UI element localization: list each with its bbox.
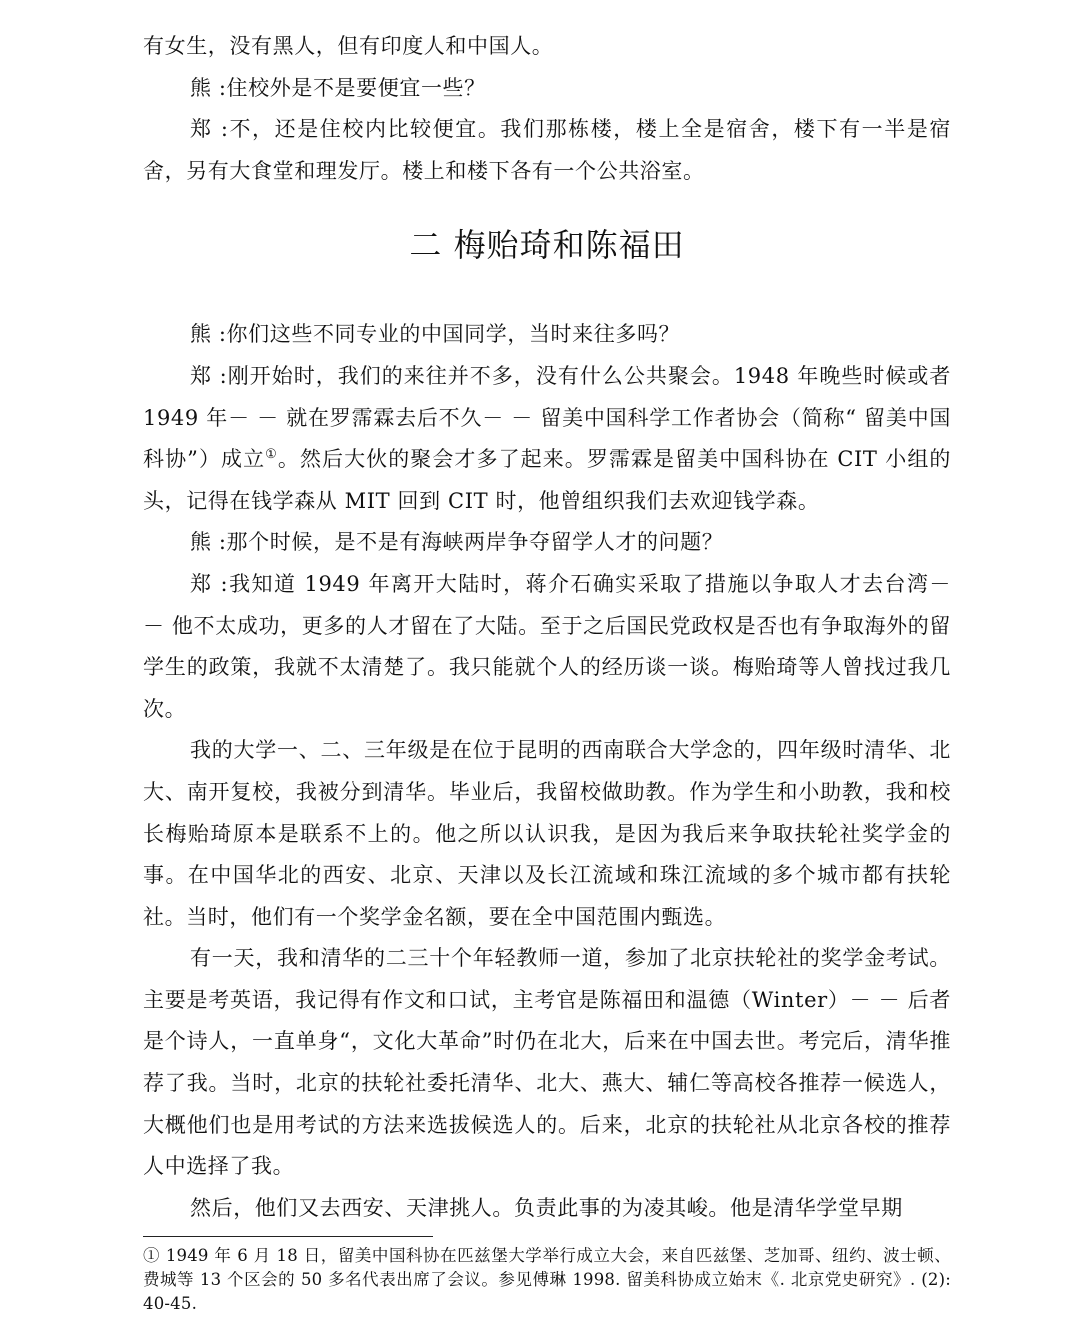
section-heading: 二 梅贻琦和陈福田 — [409, 226, 685, 265]
paragraph-zheng-answer-1: 郑 :不，还是住校内比较便宜。我们那栋楼，楼上全是宿舍，楼下有一半是宿舍，另有大食堂和理发厅。楼上和楼下各有一个公共浴室。 — [143, 117, 951, 183]
answer-2-part-b: 。然后大伙的聚会才多了起来。罗霈霖是留美中国科协在 CIT 小组的头，记得在钱学森从 MIT 回到 CIT 时，他曾组织我们去欢迎钱学森。 — [143, 447, 951, 513]
paragraph-xiong-question-2: 熊 :你们这些不同专业的中国同学，当时来往多吗？ — [190, 322, 681, 347]
paragraph-scholarship-exam: 有一天，我和清华的二三十个年轻教师一道，参加了北京扶轮社的奖学金考试。主要是考英语，我记得有作文和口试，主考官是陈福田和温德（Winter）－ － 后者是个诗人，一直单身“，文化大革命”时仍在北大，后来在中国去世。考完后，清华推荐了我。当时，北京的扶轮社委托清华、北大、燕大、辅仁等高校各推荐一候选人，大概他们也是用考试的方法来选拔候选人的。后来，北京的扶轮社从北京各校的推荐人中选择了我。 — [143, 946, 951, 1179]
paragraph-continued: 有女生，没有黑人，但有印度人和中国人。 — [143, 34, 554, 58]
paragraph-xiong-question-1: 熊 :住校外是不是要便宜一些？ — [190, 75, 486, 100]
body-text — [143, 26, 951, 1229]
paragraph-university-years: 我的大学一、二、三年级是在位于昆明的西南联合大学念的，四年级时清华、北大、南开复校，我被分到清华。毕业后，我留校做助教。作为学生和小助教，我和校长梅贻琦原本是联系不上的。他之所以认识我，是因为我后来争取扶轮社奖学金的事。在中国华北的西安、北京、天津以及长江流域和珠江流域的多个城市都有扶轮社。当时，他们有一个奖学金名额，要在全中国范围内甄选。 — [143, 738, 951, 929]
paragraph-zheng-answer-2 — [143, 356, 951, 522]
paragraph-zheng-answer-3: 郑 :我知道 1949 年离开大陆时，蒋介石确实采取了措施以争取人才去台湾－ － 他不太成功，更多的人才留在了大陆。至于之后国民党政权是否也有争取海外的留学生的政策，我就不太清楚了。我只能就个人的经历谈一谈。梅贻琦等人曾找过我几次。 — [143, 571, 951, 721]
answer-2-part-a: 郑 :刚开始时，我们的来往并不多，没有什么公共聚会。1948 年晚些时候或者 1949 年－ － 就在罗霈霖去后不久－ － 留美中国科学工作者协会（简称“ 留美中国科协”）成立 — [143, 363, 951, 472]
footnote-reference-mark: ① — [265, 447, 278, 463]
footnote-divider — [143, 1236, 433, 1237]
paragraph-xiong-question-3: 熊 :那个时候，是不是有海峡两岸争夺留学人才的问题？ — [190, 530, 724, 555]
footnote: ① 1949 年 6 月 18 日，留美中国科协在匹兹堡大学举行成立大会，来自匹兹堡、芝加哥、纽约、波士顿、费城等 13 个区会的 50 多名代表出席了会议。参见傅琳 1998. 留美科协成立始末《. 北京党史研究》. (2): 40-45. — [143, 1246, 951, 1313]
paragraph-selection-continued: 然后，他们又去西安、天津挑人。负责此事的为凌其峻。他是清华学堂早期 — [190, 1195, 903, 1220]
